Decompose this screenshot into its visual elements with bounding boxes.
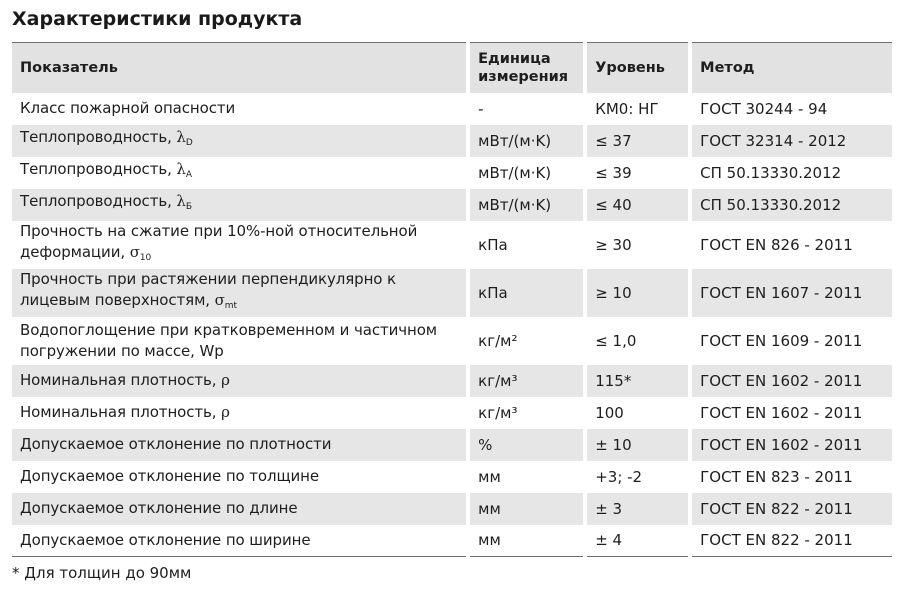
cell-method: ГОСТ EN 1602 - 2011 <box>700 435 863 454</box>
column-header-level: Уровень <box>585 43 690 93</box>
table-row <box>12 397 892 429</box>
cell-unit: мВт/(м·K) <box>468 125 585 157</box>
cell-unit: мм <box>468 493 585 525</box>
cell-level: 100 <box>585 397 690 429</box>
cell-level: ≤ 39 <box>585 157 690 189</box>
parameter-text: Теплопроводность, <box>20 128 177 146</box>
cell-level: ≥ 30 <box>585 221 690 269</box>
cell-method: ГОСТ EN 826 - 2011 <box>700 235 853 254</box>
cell-method: ГОСТ EN 823 - 2011 <box>700 467 853 486</box>
cell-level: ≤ 37 <box>585 125 690 157</box>
cell-unit: мВт/(м·K) <box>468 189 585 221</box>
table-row <box>12 157 892 189</box>
cell-parameter <box>12 93 468 125</box>
cell-level: ≤ 40 <box>585 189 690 221</box>
table-header-row <box>12 43 892 93</box>
cell-method: ГОСТ 32314 - 2012 <box>700 131 847 150</box>
cell-unit: кг/м³ <box>468 365 585 397</box>
cell-method: ГОСТ EN 1607 - 2011 <box>700 283 863 302</box>
cell-method: ГОСТ 30244 - 94 <box>700 99 828 118</box>
parameter-symbol: σ <box>129 242 140 261</box>
column-header-unit-label: Единица измерения <box>478 50 569 85</box>
cell-parameter <box>12 461 468 493</box>
cell-method: ГОСТ EN 1602 - 2011 <box>700 403 863 422</box>
parameter-text: Прочность при растяжении перпендикулярно к лицевым поверхностям, <box>20 269 397 309</box>
table-row <box>12 429 892 461</box>
parameter-symbol-subscript: Б <box>185 202 192 212</box>
page-title: Характеристики продукта <box>12 8 303 30</box>
cell-unit: кПа <box>468 221 585 269</box>
cell-unit: % <box>468 429 585 461</box>
footnote: * Для толщин до 90мм <box>12 564 192 582</box>
parameter-symbol-subscript: D <box>185 138 193 148</box>
column-header-parameter: Показатель <box>12 43 468 93</box>
cell-method: ГОСТ EN 1609 - 2011 <box>700 331 863 350</box>
cell-parameter <box>12 525 468 557</box>
cell-unit: кг/м³ <box>468 397 585 429</box>
cell-level: ± 3 <box>585 493 690 525</box>
cell-level: КМ0: НГ <box>585 93 690 125</box>
table-row <box>12 189 892 221</box>
cell-parameter <box>12 365 468 397</box>
parameter-symbol: λ <box>176 160 186 178</box>
table-body <box>12 93 892 557</box>
table-row <box>12 525 892 557</box>
parameter-text: Прочность на сжатие при 10%-ной относительной деформации, <box>20 221 418 261</box>
cell-method: ГОСТ EN 1602 - 2011 <box>700 371 863 390</box>
column-header-unit <box>468 43 585 93</box>
cell-level: ≤ 1,0 <box>585 317 690 365</box>
table-row <box>12 493 892 525</box>
cell-unit: кПа <box>468 269 585 317</box>
parameter-text: Допускаемое отклонение по плотности <box>20 435 332 453</box>
parameter-symbol: ρ <box>221 403 230 421</box>
cell-level: +3; -2 <box>585 461 690 493</box>
parameter-symbol: σ <box>214 290 225 309</box>
parameter-text: Допускаемое отклонение по длине <box>20 499 298 517</box>
parameter-symbol: λ <box>176 128 186 146</box>
table-row <box>12 221 892 269</box>
cell-parameter <box>12 189 468 221</box>
column-header-method: Метод <box>700 59 755 76</box>
cell-level: 115* <box>585 365 690 397</box>
table-row <box>12 93 892 125</box>
parameter-symbol-subscript: mt <box>224 300 237 311</box>
parameter-text: Теплопроводность, <box>20 160 177 178</box>
parameter-symbol-subscript: 10 <box>139 252 152 263</box>
cell-unit: мм <box>468 461 585 493</box>
cell-parameter <box>12 269 468 317</box>
characteristics-table <box>12 42 892 557</box>
cell-method: ГОСТ EN 822 - 2011 <box>700 499 853 518</box>
cell-unit: мВт/(м·K) <box>468 157 585 189</box>
cell-parameter <box>12 397 468 429</box>
cell-level: ± 10 <box>585 429 690 461</box>
parameter-text: Номинальная плотность, <box>20 371 222 389</box>
cell-parameter <box>12 221 468 269</box>
parameter-text: Класс пожарной опасности <box>20 99 236 117</box>
cell-method: ГОСТ EN 822 - 2011 <box>700 531 853 550</box>
parameter-symbol: λ <box>176 192 186 210</box>
cell-method: СП 50.13330.2012 <box>700 195 842 214</box>
parameter-text: Водопоглощение при кратковременном и частичном погружении по массе, Wp <box>20 320 438 360</box>
parameter-text: Допускаемое отклонение по толщине <box>20 467 319 485</box>
cell-parameter <box>12 493 468 525</box>
cell-unit: - <box>468 93 585 125</box>
parameter-text: Номинальная плотность, <box>20 403 222 421</box>
table-row <box>12 269 892 317</box>
cell-level: ± 4 <box>585 525 690 557</box>
table-row <box>12 317 892 365</box>
cell-method: СП 50.13330.2012 <box>700 163 842 182</box>
cell-level: ≥ 10 <box>585 269 690 317</box>
cell-parameter <box>12 157 468 189</box>
parameter-text: Теплопроводность, <box>20 192 177 210</box>
cell-parameter <box>12 429 468 461</box>
parameter-symbol-subscript: А <box>185 170 192 180</box>
parameter-symbol: ρ <box>221 371 230 389</box>
table-row <box>12 365 892 397</box>
cell-unit: мм <box>468 525 585 557</box>
cell-parameter <box>12 125 468 157</box>
cell-unit: кг/м² <box>468 317 585 365</box>
table-row <box>12 461 892 493</box>
table-row <box>12 125 892 157</box>
parameter-text: Допускаемое отклонение по ширине <box>20 530 311 549</box>
cell-parameter <box>12 317 468 365</box>
